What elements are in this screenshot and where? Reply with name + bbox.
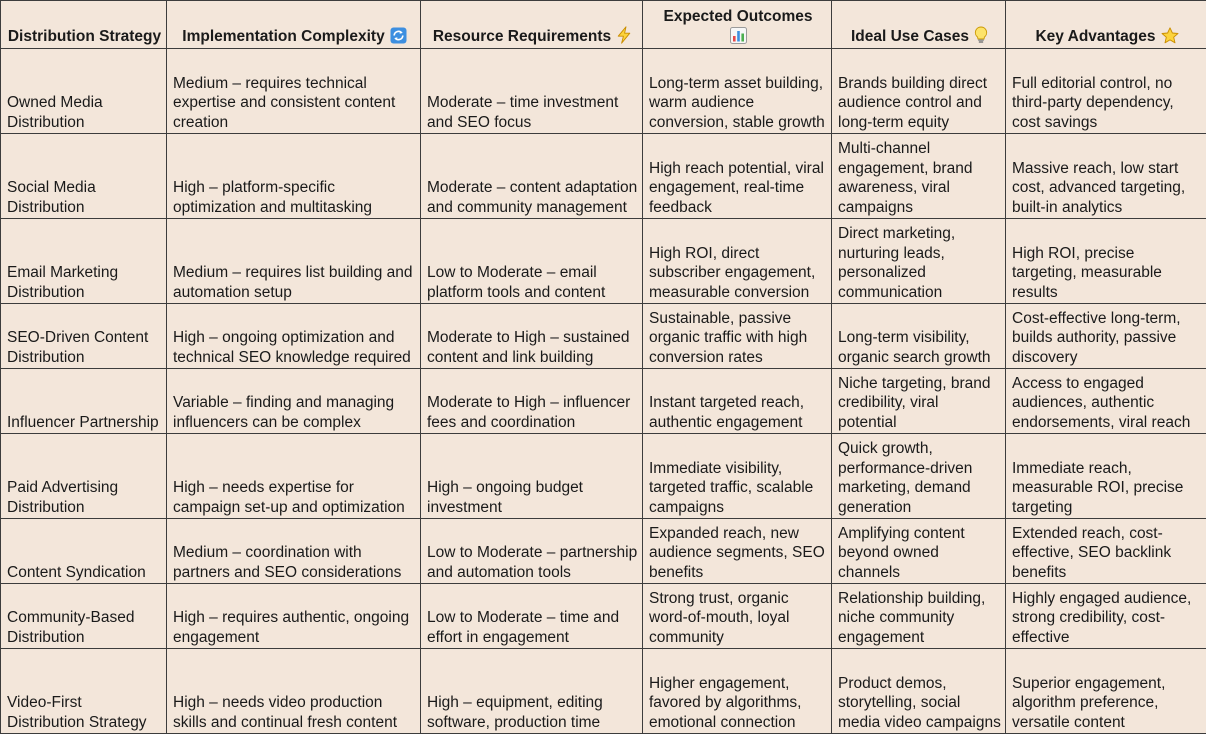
use-cases-cell: Long-term visibility, organic search growth [832, 304, 1006, 369]
table-row [1, 304, 1206, 369]
complexity-cell: Medium – coordination with partners and SEO considerations [167, 519, 421, 584]
complexity-cell: High – needs video production skills and continual fresh content [167, 649, 421, 734]
bar-chart-icon [730, 27, 747, 44]
resources-cell: High – equipment, editing software, production time [421, 649, 643, 734]
outcomes-cell: Expanded reach, new audience segments, SEO benefits [643, 519, 832, 584]
strategy-cell: Social Media Distribution [1, 134, 167, 219]
table-row [1, 584, 1206, 649]
star-icon [1161, 27, 1179, 44]
outcomes-cell: Immediate visibility, targeted traffic, scalable campaigns [643, 434, 832, 519]
table-row [1, 219, 1206, 304]
advantages-cell: Highly engaged audience, strong credibility, cost-effective [1006, 584, 1206, 649]
resources-cell: Moderate – content adaptation and community management [421, 134, 643, 219]
outcomes-cell: Higher engagement, favored by algorithms, emotional connection [643, 649, 832, 734]
table-row [1, 134, 1206, 219]
complexity-cell: Medium – requires list building and automation setup [167, 219, 421, 304]
outcomes-cell: Instant targeted reach, authentic engagement [643, 369, 832, 434]
outcomes-cell: Sustainable, passive organic traffic with high conversion rates [643, 304, 832, 369]
advantages-cell: High ROI, precise targeting, measurable results [1006, 219, 1206, 304]
advantages-cell: Access to engaged audiences, authentic endorsements, viral reach [1006, 369, 1206, 434]
table-row [1, 649, 1206, 734]
strategy-cell: Email Marketing Distribution [1, 219, 167, 304]
resources-cell: Low to Moderate – time and effort in engagement [421, 584, 643, 649]
lightning-icon [616, 26, 632, 44]
resources-cell: High – ongoing budget investment [421, 434, 643, 519]
table-row [1, 434, 1206, 519]
strategy-cell: Video-First Distribution Strategy [1, 649, 167, 734]
use-cases-cell: Direct marketing, nurturing leads, personalized communication [832, 219, 1006, 304]
use-cases-cell: Product demos, storytelling, social media video campaigns [832, 649, 1006, 734]
resources-cell: Moderate to High – influencer fees and coordination [421, 369, 643, 434]
advantages-cell: Massive reach, low start cost, advanced targeting, built-in analytics [1006, 134, 1206, 219]
complexity-cell: High – ongoing optimization and technical SEO knowledge required [167, 304, 421, 369]
use-cases-cell: Relationship building, niche community engagement [832, 584, 1006, 649]
complexity-cell: High – requires authentic, ongoing engagement [167, 584, 421, 649]
advantages-cell: Superior engagement, algorithm preference, versatile content [1006, 649, 1206, 734]
advantages-cell: Immediate reach, measurable ROI, precise targeting [1006, 434, 1206, 519]
use-cases-cell: Niche targeting, brand credibility, viral potential [832, 369, 1006, 434]
strategy-cell: Paid Advertising Distribution [1, 434, 167, 519]
use-cases-cell: Multi-channel engagement, brand awareness, viral campaigns [832, 134, 1006, 219]
strategy-cell: Content Syndication [1, 519, 167, 584]
header-resources: Resource Requirements [421, 1, 643, 49]
header-complexity: Implementation Complexity [167, 1, 421, 49]
table-row [1, 369, 1206, 434]
header-advantages: Key Advantages [1006, 1, 1206, 49]
resources-cell: Moderate to High – sustained content and link building [421, 304, 643, 369]
resources-cell: Low to Moderate – email platform tools and content [421, 219, 643, 304]
outcomes-cell: High ROI, direct subscriber engagement, measurable conversion [643, 219, 832, 304]
light-bulb-icon [974, 26, 988, 44]
use-cases-cell: Brands building direct audience control and long-term equity [832, 49, 1006, 134]
resources-cell: Low to Moderate – partnership and automation tools [421, 519, 643, 584]
advantages-cell: Cost-effective long-term, builds authority, passive discovery [1006, 304, 1206, 369]
complexity-cell: High – needs expertise for campaign set-up and optimization [167, 434, 421, 519]
resources-cell: Moderate – time investment and SEO focus [421, 49, 643, 134]
strategy-cell: SEO-Driven Content Distribution [1, 304, 167, 369]
complexity-cell: Medium – requires technical expertise and consistent content creation [167, 49, 421, 134]
strategy-cell: Influencer Partnership [1, 369, 167, 434]
complexity-cell: Variable – finding and managing influencers can be complex [167, 369, 421, 434]
outcomes-cell: High reach potential, viral engagement, real-time feedback [643, 134, 832, 219]
strategy-cell: Owned Media Distribution [1, 49, 167, 134]
use-cases-cell: Quick growth, performance-driven marketing, demand generation [832, 434, 1006, 519]
use-cases-cell: Amplifying content beyond owned channels [832, 519, 1006, 584]
header-row [1, 1, 1206, 49]
outcomes-cell: Strong trust, organic word-of-mouth, loyal community [643, 584, 832, 649]
complexity-cell: High – platform-specific optimization and multitasking [167, 134, 421, 219]
table-row [1, 519, 1206, 584]
header-outcomes: Expected Outcomes [643, 1, 832, 49]
outcomes-cell: Long-term asset building, warm audience conversion, stable growth [643, 49, 832, 134]
table-row [1, 49, 1206, 134]
refresh-icon [390, 27, 407, 44]
header-strategy: Distribution Strategy [1, 1, 167, 49]
strategy-cell: Community-Based Distribution [1, 584, 167, 649]
advantages-cell: Full editorial control, no third-party dependency, cost savings [1006, 49, 1206, 134]
advantages-cell: Extended reach, cost-effective, SEO backlink benefits [1006, 519, 1206, 584]
header-use-cases: Ideal Use Cases [832, 1, 1006, 49]
